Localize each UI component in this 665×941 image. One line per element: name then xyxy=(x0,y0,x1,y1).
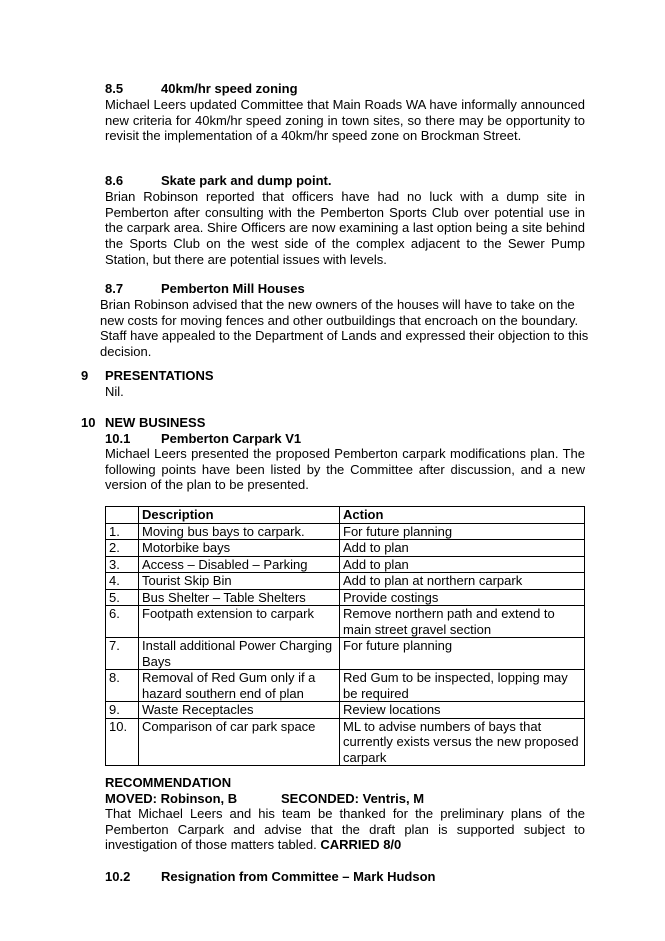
row-action: Add to plan xyxy=(340,556,585,573)
section-8-6-body: Brian Robinson reported that officers have had no luck with a dump site in Pemberton after consulting with the Pemberton Sports Club over potential use in the carpark area. Shire Officers are now examining a last option being a site behind the Sports Club on the west side of the complex adjacent to the Sewer Pump Station, but there are potential issues with levels. xyxy=(105,189,585,267)
row-description: Removal of Red Gum only if a hazard southern end of plan xyxy=(139,670,340,702)
row-action: Provide costings xyxy=(340,589,585,606)
section-8-5-body: Michael Leers updated Committee that Main Roads WA have informally announced new criteria for 40km/hr speed zoning in town sites, so there may be opportunity to revisit the implementation of a 40km/hr speed zone on Brockman Street. xyxy=(105,97,585,144)
table-row xyxy=(106,606,585,638)
row-description: Comparison of car park space xyxy=(139,718,340,766)
row-number: 4. xyxy=(106,573,139,590)
recommendation-heading: RECOMMENDATION xyxy=(105,775,232,790)
section-number: 8.7 xyxy=(105,281,124,296)
row-number: 2. xyxy=(106,540,139,557)
table-row xyxy=(106,638,585,670)
row-description: Bus Shelter – Table Shelters xyxy=(139,589,340,606)
row-number: 3. xyxy=(106,556,139,573)
row-action: ML to advise numbers of bays that currently exists versus the new proposed carpark xyxy=(340,718,585,766)
table-row xyxy=(106,589,585,606)
row-description: Tourist Skip Bin xyxy=(139,573,340,590)
section-title: Resignation from Committee – Mark Hudson xyxy=(161,869,436,884)
section-10-number: 10 xyxy=(81,415,96,430)
section-8-6-heading xyxy=(105,173,331,189)
row-number: 5. xyxy=(106,589,139,606)
seconded-by: SECONDED: Ventris, M xyxy=(281,791,425,806)
section-9-number: 9 xyxy=(81,368,89,383)
row-number: 7. xyxy=(106,638,139,670)
section-10-title: NEW BUSINESS xyxy=(105,415,206,430)
carried-status: CARRIED 8/0 xyxy=(320,837,402,853)
section-title: Pemberton Mill Houses xyxy=(161,281,305,296)
section-10-1-heading xyxy=(105,431,301,447)
row-description: Moving bus bays to carpark. xyxy=(139,523,340,540)
row-number: 6. xyxy=(106,606,139,638)
row-description: Access – Disabled – Parking xyxy=(139,556,340,573)
section-number: 8.6 xyxy=(105,173,124,188)
moved-by: MOVED: Robinson, B xyxy=(105,791,238,806)
header-description: Description xyxy=(139,507,340,524)
table-row xyxy=(106,718,585,766)
section-title: Pemberton Carpark V1 xyxy=(161,431,302,446)
row-number: 9. xyxy=(106,702,139,719)
table-row xyxy=(106,540,585,557)
row-description: Install additional Power Charging Bays xyxy=(139,638,340,670)
section-8-5-heading xyxy=(105,81,298,97)
recommendation-body xyxy=(105,806,585,853)
table-row xyxy=(106,573,585,590)
carpark-points-table xyxy=(105,506,585,766)
row-action: Remove northern path and extend to main street gravel section xyxy=(340,606,585,638)
row-description: Motorbike bays xyxy=(139,540,340,557)
table-row xyxy=(106,670,585,702)
row-number: 8. xyxy=(106,670,139,702)
row-action: Red Gum to be inspected, lopping may be required xyxy=(340,670,585,702)
row-action: Add to plan xyxy=(340,540,585,557)
section-10-2-heading xyxy=(105,869,435,885)
table-row xyxy=(106,556,585,573)
table-row xyxy=(106,702,585,719)
section-9-body: Nil. xyxy=(105,384,124,399)
row-action: For future planning xyxy=(340,523,585,540)
section-number: 10.1 xyxy=(105,431,131,446)
section-8-7-heading xyxy=(105,281,305,297)
row-description: Footpath extension to carpark xyxy=(139,606,340,638)
section-title: 40km/hr speed zoning xyxy=(161,81,298,96)
section-8-7-body: Brian Robinson advised that the new owners of the houses will have to take on the new costs for moving fences and other outbuildings that encroach on the boundary. Staff have appealed to the Department of Lands and expressed their objection to this decision. xyxy=(100,297,589,360)
section-10-1-body: Michael Leers presented the proposed Pemberton carpark modifications plan. The following points have been listed by the Committee after discussion, and a new version of the plan to be presented. xyxy=(105,446,585,493)
row-action: Review locations xyxy=(340,702,585,719)
section-number: 10.2 xyxy=(105,869,131,884)
row-description: Waste Receptacles xyxy=(139,702,340,719)
header-action: Action xyxy=(340,507,585,524)
table-row xyxy=(106,523,585,540)
table-header-row xyxy=(106,507,585,524)
section-number: 8.5 xyxy=(105,81,124,96)
section-title: Skate park and dump point. xyxy=(161,173,332,188)
row-action: For future planning xyxy=(340,638,585,670)
row-number: 10. xyxy=(106,718,139,766)
header-number xyxy=(106,507,139,524)
row-action: Add to plan at northern carpark xyxy=(340,573,585,590)
recommendation-text: That Michael Leers and his team be thanked for the preliminary plans of the Pemberton Carpark and advise that the draft plan is supported subject to investigation of those matters tabled. xyxy=(105,806,585,853)
section-9-title: PRESENTATIONS xyxy=(105,368,214,383)
row-number: 1. xyxy=(106,523,139,540)
